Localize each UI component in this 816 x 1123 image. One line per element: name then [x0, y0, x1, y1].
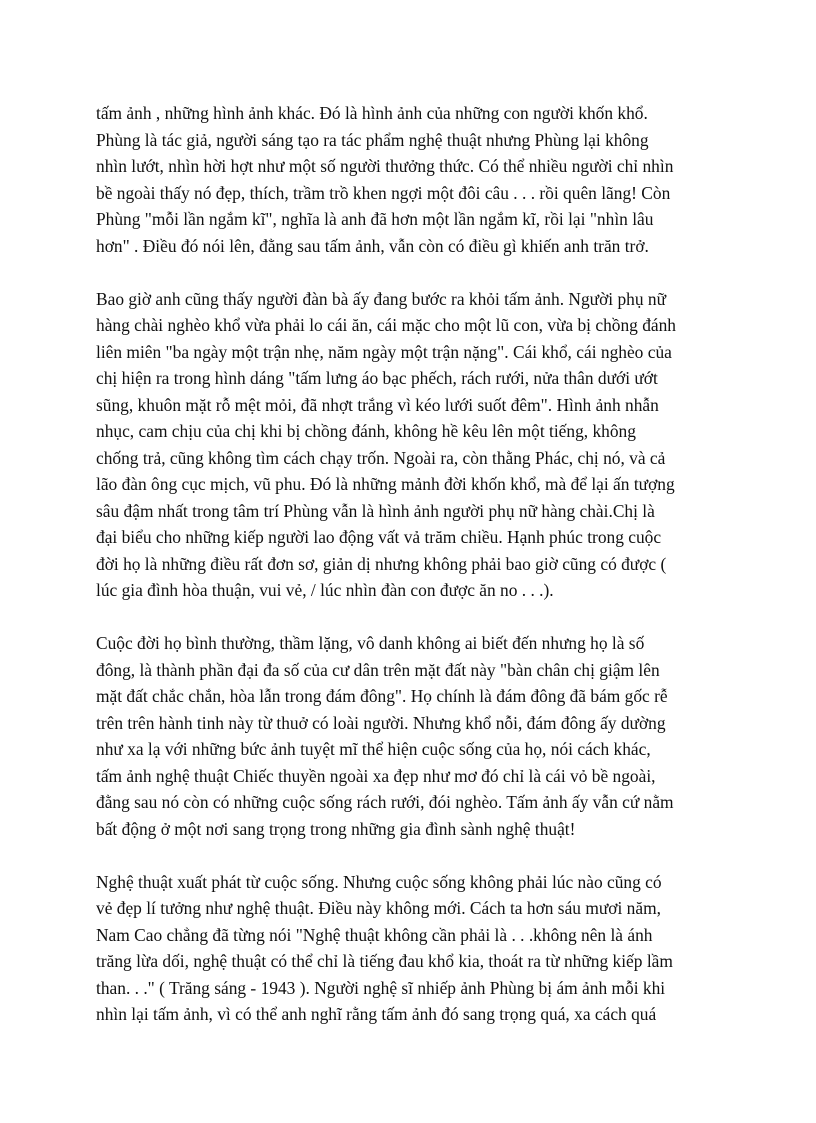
text-line: bề ngoài thấy nó đẹp, thích, trầm trồ khen ngợi một đôi câu . . . rồi quên lãng! Còn [96, 182, 671, 203]
text-line: chị hiện ra trong hình dáng "tấm lưng áo bạc phếch, rách rưới, nửa thân dưới ướt [96, 368, 658, 388]
text-line: sũng, khuôn mặt rỗ mệt mỏi, đã nhợt trắng vì kéo lưới suốt đêm". Hình ảnh nhẫn [96, 394, 659, 415]
text-line: như xa lạ với những bức ảnh tuyệt mĩ thể hiện cuộc sống của họ, nói cách khác, [96, 739, 651, 759]
text-line: than. . ." ( Trăng sáng - 1943 ). Người nghệ sĩ nhiếp ảnh Phùng bị ám ảnh mỗi khi [96, 977, 666, 998]
text-line: Phùng "mỗi lần ngắm kĩ", nghĩa là anh đã hơn một lần ngắm kĩ, rồi lại "nhìn lâu [96, 209, 654, 229]
text-line: hàng chài nghèo khổ vừa phải lo cái ăn, cái mặc cho một lũ con, vừa bị chồng đánh [96, 315, 677, 335]
text-line: chống trả, cũng không tìm cách chạy trốn. Ngoài ra, còn thằng Phác, chị nó, và cả [96, 447, 666, 468]
text-line: nhìn lướt, nhìn hời hợt như một số người thưởng thức. Có thể nhiều người chỉ nhìn [96, 156, 674, 176]
text-line: hơn" . Điều đó nói lên, đằng sau tấm ảnh, vẫn còn có điều gì khiến anh trăn trở. [96, 235, 649, 256]
text-line: đại biểu cho những kiếp người lao động vất vả trăm chiều. Hạnh phúc trong cuộc [96, 527, 662, 547]
text-line: nhìn lại tấm ảnh, vì có thể anh nghĩ rằng tấm ảnh đó sang trọng quá, xa cách quá [96, 1004, 657, 1024]
text-line: liên miên "ba ngày một trận nhẹ, năm ngày một trận nặng". Cái khổ, cái nghèo của [96, 341, 672, 362]
text-line: Nghệ thuật xuất phát từ cuộc sống. Nhưng cuộc sống không phải lúc nào cũng có [96, 871, 662, 892]
text-line: đông, là thành phần đại đa số của cư dân trên mặt đất này "bàn chân chị giậm lên [96, 659, 660, 680]
text-line: lão đàn ông cục mịch, vũ phu. Đó là những mảnh đời khốn khổ, mà để lại ấn tượng [96, 474, 675, 494]
text-line: trăng lừa dối, nghệ thuật có thể chỉ là tiếng đau khổ kia, thoát ra từ những kiếp lầm [96, 951, 673, 971]
text-line: vẻ đẹp lí tưởng như nghệ thuật. Điều này không mới. Cách ta hơn sáu mươi năm, [96, 898, 661, 918]
text-line: Bao giờ anh cũng thấy người đàn bà ấy đang bước ra khỏi tấm ảnh. Người phụ nữ [96, 288, 667, 309]
text-line: đằng sau nó còn có những cuộc sống rách rưới, đói nghèo. Tấm ảnh ấy vẫn cứ nằm [96, 792, 674, 812]
text-line: sâu đậm nhất trong tâm trí Phùng vẫn là hình ảnh người phụ nữ hàng chài.Chị là [96, 500, 655, 521]
paragraph-2 [96, 286, 720, 604]
text-line: mặt đất chắc chắn, hòa lẫn trong đám đông". Họ chính là đám đông đã bám gốc rễ [96, 686, 668, 706]
text-line: Nam Cao chẳng đã từng nói "Nghệ thuật không cần phải là . . .không nên là ánh [96, 924, 653, 945]
document-body [96, 100, 720, 1054]
text-line: Phùng là tác giả, người sáng tạo ra tác phẩm nghệ thuật nhưng Phùng lại không [96, 129, 649, 150]
text-line: bất động ở một nơi sang trọng trong những gia đình sành nghệ thuật! [96, 818, 576, 839]
paragraph-3 [96, 630, 720, 842]
text-line: đời họ là những điều rất đơn sơ, giản dị nhưng không phải bao giờ cũng có được ( [96, 553, 667, 574]
text-line: Cuộc đời họ bình thường, thầm lặng, vô danh không ai biết đến nhưng họ là số [96, 633, 645, 653]
paragraph-4 [96, 869, 720, 1028]
text-line: lúc gia đình hòa thuận, vui vẻ, / lúc nhìn đàn con được ăn no . . .). [96, 580, 554, 600]
text-line: nhục, cam chịu của chị khi bị chồng đánh, không hề kêu lên một tiếng, không [96, 421, 636, 441]
text-line: tấm ảnh nghệ thuật Chiếc thuyền ngoài xa đẹp như mơ đó chỉ là cái vỏ bề ngoài, [96, 765, 656, 786]
text-line: tấm ảnh , những hình ảnh khác. Đó là hình ảnh của những con người khốn khổ. [96, 103, 648, 123]
paragraph-1 [96, 100, 720, 259]
text-line: trên trên hành tinh này từ thuở có loài người. Nhưng khổ nỗi, đám đông ấy dường [96, 712, 666, 733]
